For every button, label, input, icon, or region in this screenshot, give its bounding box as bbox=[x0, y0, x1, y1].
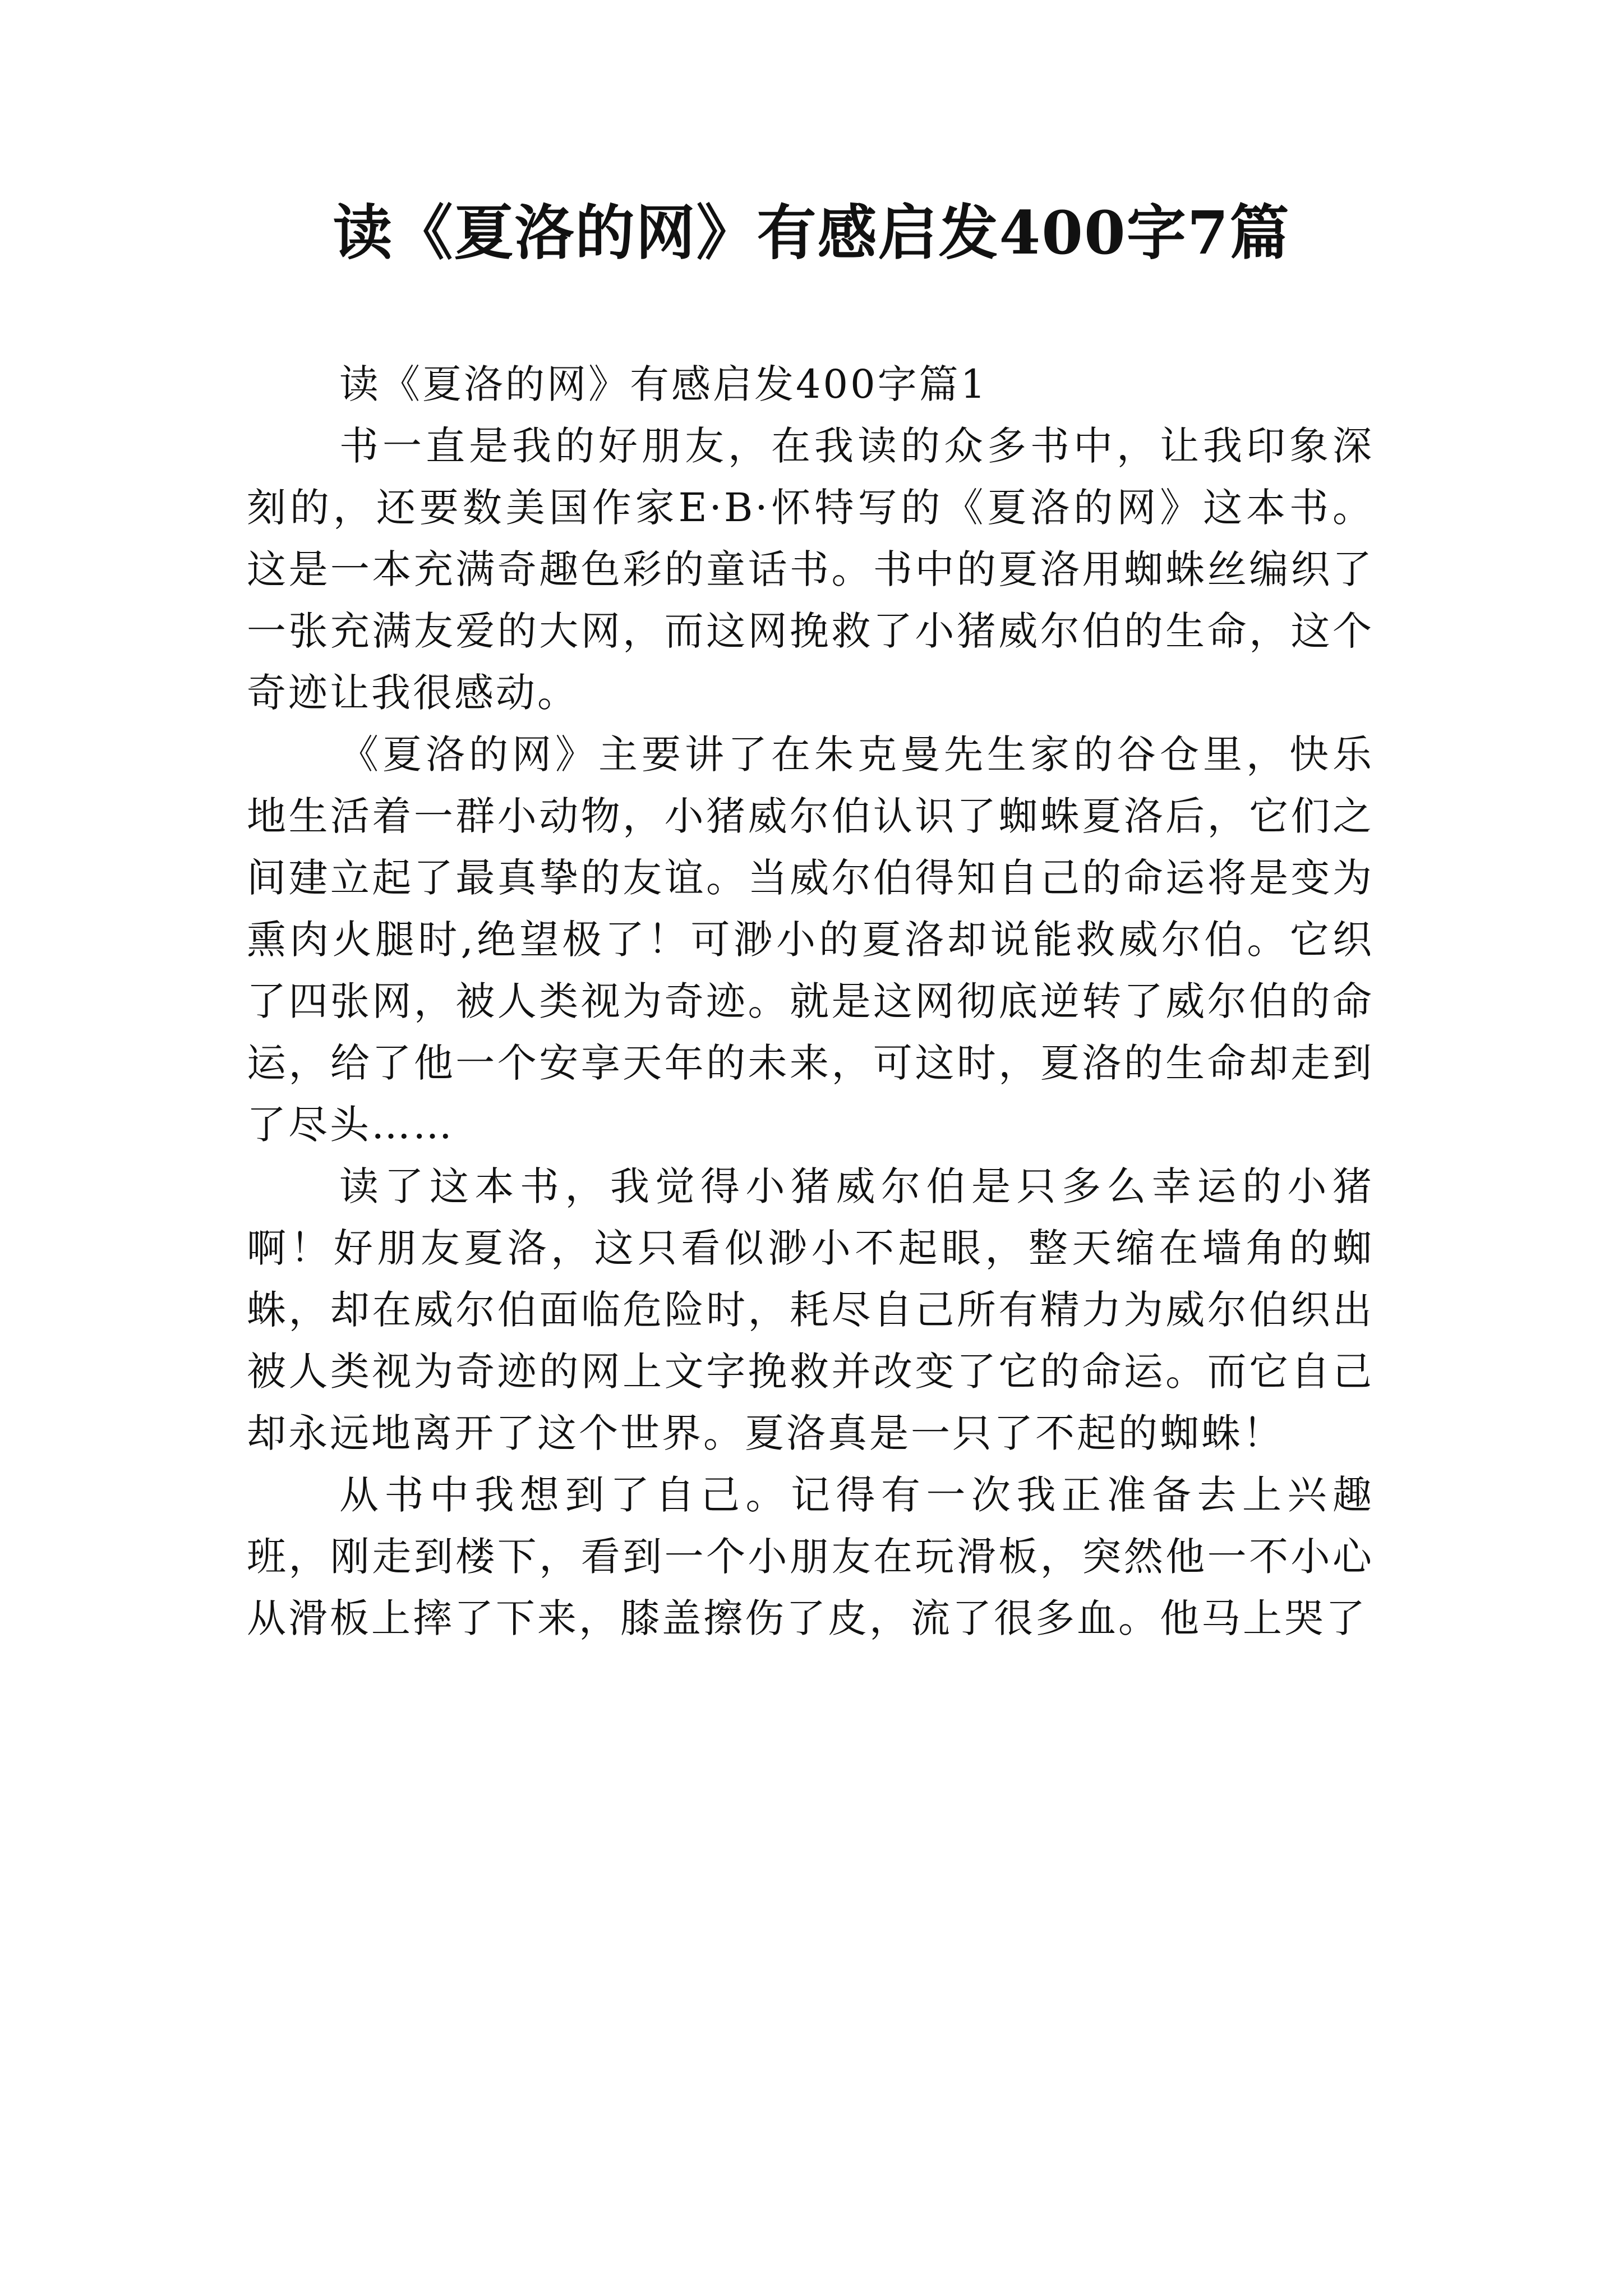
document-body bbox=[247, 353, 1374, 1649]
paragraph-4: 从书中我想到了自己。记得有一次我正准备去上兴趣班，刚走到楼下，看到一个小朋友在玩滑板，突然他一不小心从滑板上摔了下来，膝盖擦伤了皮，流了很多血。他马上哭了 bbox=[247, 1472, 1374, 1641]
document-title: 读《夏洛的网》有感启发400字7篇 bbox=[333, 197, 1290, 268]
section-heading: 读《夏洛的网》有感启发400字篇1 bbox=[339, 361, 988, 407]
paragraph-1: 书一直是我的好朋友，在我读的众多书中，让我印象深刻的，还要数美国作家E·B·怀特写的《夏洛的网》这本书。这是一本充满奇趣色彩的童话书。书中的夏洛用蜘蛛丝编织了一张充满友爱的大网，而这网挽救了小猪威尔伯的生命，这个奇迹让我很感动。 bbox=[247, 423, 1374, 716]
paragraph-3: 读了这本书，我觉得小猪威尔伯是只多么幸运的小猪啊！好朋友夏洛，这只看似渺小不起眼，整天缩在墙角的蜘蛛，却在威尔伯面临危险时，耗尽自己所有精力为威尔伯织出被人类视为奇迹的网上文字挽救并改变了它的命运。而它自己却永远地离开了这个世界。夏洛真是一只了不起的蜘蛛！ bbox=[247, 1163, 1374, 1456]
paragraph-2: 《夏洛的网》主要讲了在朱克曼先生家的谷仓里，快乐地生活着一群小动物，小猪威尔伯认识了蜘蛛夏洛后，它们之间建立起了最真挚的友谊。当威尔伯得知自己的命运将是变为熏肉火腿时,绝望极了！可渺小的夏洛却说能救威尔伯。它织了四张网，被人类视为奇迹。就是这网彻底逆转了威尔伯的命运，给了他一个安享天年的未来，可这时，夏洛的生命却走到了尽头…… bbox=[247, 731, 1374, 1148]
